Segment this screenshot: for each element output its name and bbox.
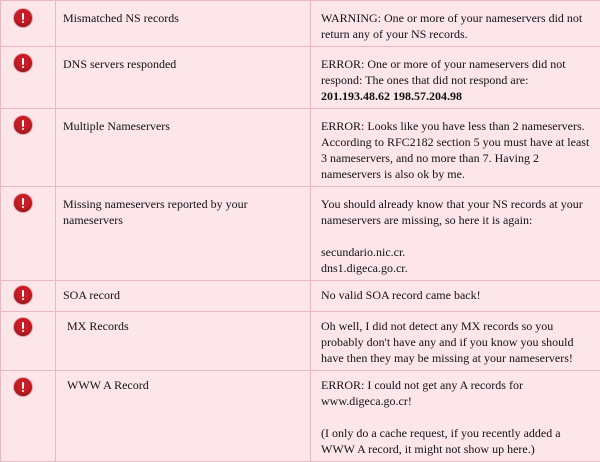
table-row: [1, 312, 600, 371]
check-result: Oh well, I did not detect any MX records so you probably don't have any and if you know you should have then they may be missing at your nameservers!: [311, 312, 600, 370]
check-result-cell: [311, 371, 600, 462]
list-item: dns1.digeca.go.cr.: [321, 260, 597, 276]
check-result: No valid SOA record came back!: [311, 281, 600, 307]
status-cell: [1, 187, 56, 281]
check-name: MX Records: [56, 312, 310, 334]
check-name: Mismatched NS records: [56, 1, 310, 26]
table-row: [1, 1, 600, 47]
check-result-cell: [311, 187, 600, 281]
status-cell: [1, 109, 56, 187]
check-name-cell: [56, 312, 311, 371]
error-exclamation-icon: [14, 378, 32, 396]
table-row: [1, 371, 600, 462]
error-exclamation-icon: [14, 286, 32, 304]
check-name: Multiple Nameservers: [56, 109, 310, 134]
check-name-cell: [56, 371, 311, 462]
table-row: [1, 109, 600, 187]
error-exclamation-icon: [14, 318, 32, 336]
check-result-cell: [311, 312, 600, 371]
check-name-cell: [56, 281, 311, 312]
unresponsive-servers: 201.193.48.62 198.57.204.98: [321, 88, 597, 104]
error-exclamation-icon: [14, 116, 32, 134]
error-exclamation-icon: [14, 9, 32, 27]
error-exclamation-icon: [14, 194, 32, 212]
status-cell: [1, 281, 56, 312]
status-cell: [1, 371, 56, 462]
check-result-text: ERROR: I could not get any A records for www.digeca.go.cr!: [321, 378, 523, 408]
table-row: [1, 47, 600, 109]
table-row: [1, 281, 600, 312]
missing-servers-list: [321, 244, 597, 276]
check-result: WARNING: One or more of your nameservers did not return any of your NS records.: [311, 1, 600, 46]
check-name: DNS servers responded: [56, 47, 310, 72]
check-name-cell: [56, 47, 311, 109]
status-cell: [1, 47, 56, 109]
check-name: WWW A Record: [56, 371, 310, 393]
check-result-cell: [311, 1, 600, 47]
error-exclamation-icon: [14, 54, 32, 72]
check-note: (I only do a cache request, if you recently added a WWW A record, it might not show up here.): [321, 425, 597, 457]
check-name-cell: [56, 187, 311, 281]
table-row: [1, 187, 600, 281]
check-result-text: ERROR: One or more of your nameservers did not respond: The ones that did not respond are:: [321, 57, 566, 87]
check-result: [311, 371, 600, 461]
status-cell: [1, 1, 56, 47]
check-result: [311, 47, 600, 108]
check-name-cell: [56, 109, 311, 187]
check-result: ERROR: Looks like you have less than 2 nameservers. According to RFC2182 section 5 you must have at least 3 nameservers, and no more than 7. Having 2 nameservers is also ok by me.: [311, 109, 600, 186]
list-item: secundario.nic.cr.: [321, 244, 597, 260]
check-name-cell: [56, 1, 311, 47]
check-name: Missing nameservers reported by your nameservers: [56, 187, 310, 228]
check-name: SOA record: [56, 281, 310, 303]
check-result: [311, 187, 600, 280]
check-result-cell: [311, 109, 600, 187]
check-result-cell: [311, 47, 600, 109]
check-result-text: You should already know that your NS records at your nameservers are missing, so here it is again:: [321, 197, 583, 227]
status-cell: [1, 312, 56, 371]
check-result-cell: [311, 281, 600, 312]
